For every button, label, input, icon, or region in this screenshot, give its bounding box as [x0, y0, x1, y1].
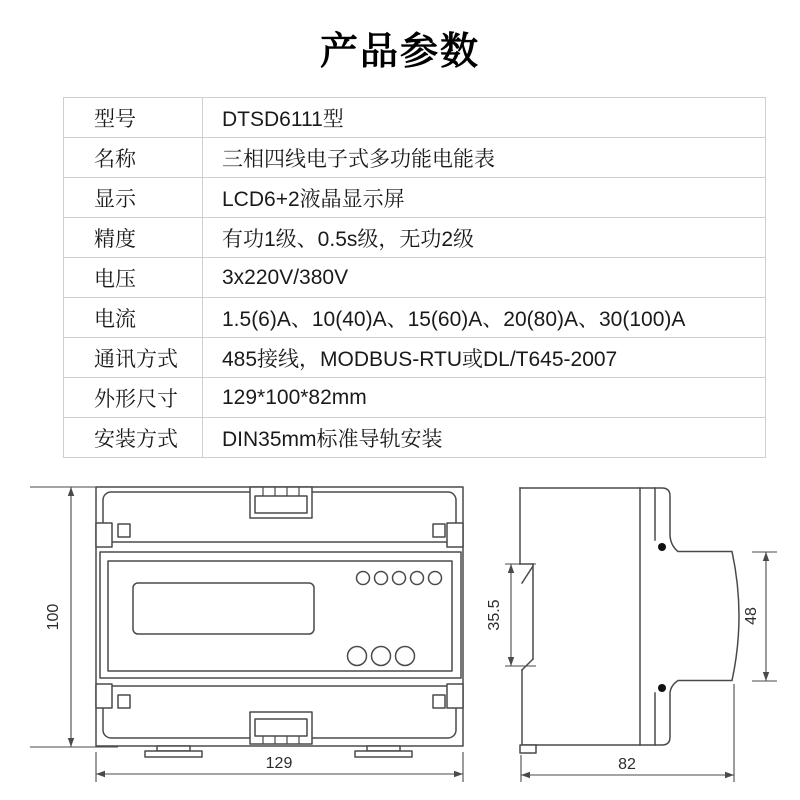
spec-row-model [64, 98, 765, 138]
screw-dot [658, 684, 666, 692]
spec-value: LCD6+2液晶显示屏 [222, 187, 405, 211]
spec-label: 电流 [64, 298, 203, 337]
screw-dot [658, 543, 666, 551]
spec-row-current [64, 298, 765, 338]
dimension-label-48: 48 [743, 607, 760, 625]
spec-value: 129*100*82mm [222, 385, 367, 409]
dimension-label-82: 82 [618, 756, 636, 773]
spec-value: 3x220V/380V [222, 265, 349, 289]
dimension-label-129: 129 [265, 755, 293, 772]
dimension-depth-82 [521, 684, 734, 782]
spec-row-voltage [64, 258, 765, 298]
front-view-drawing [20, 460, 480, 790]
spec-value: DIN35mm标准导轨安装 [222, 427, 443, 451]
spec-row-dimensions [64, 378, 765, 418]
meter-side-outline [520, 488, 739, 753]
led-indicators [357, 572, 442, 585]
spec-row-name [64, 138, 765, 178]
lcd-screen [133, 583, 314, 634]
cover-clips [96, 523, 463, 708]
spec-table [63, 97, 766, 458]
spec-label: 精度 [64, 218, 203, 257]
spec-label: 通讯方式 [64, 338, 203, 377]
dimension-face-48 [743, 552, 777, 681]
spec-label: 电压 [64, 258, 203, 297]
spec-value: DTSD6111型 [222, 107, 344, 131]
spec-row-mounting [64, 418, 765, 457]
side-view-drawing [480, 460, 800, 800]
spec-label: 名称 [64, 138, 203, 177]
spec-label: 安装方式 [64, 418, 203, 457]
meter-front-outline [96, 487, 463, 746]
spec-row-accuracy [64, 218, 765, 258]
spec-label: 外形尺寸 [64, 378, 203, 417]
spec-value: 485接线，MODBUS-RTU或DL/T645-2007 [222, 347, 618, 371]
bottom-seal-tab [250, 712, 312, 744]
panel-buttons [348, 647, 415, 666]
spec-row-display [64, 178, 765, 218]
dimension-slot-35-5 [486, 564, 536, 666]
dimension-label-35-5: 35.5 [486, 599, 503, 631]
spec-value: 1.5(6)A、10(40)A、15(60)A、20(80)A、30(100)A [222, 307, 686, 331]
spec-row-communication [64, 338, 765, 378]
spec-label: 显示 [64, 178, 203, 217]
screw-dots [658, 543, 666, 692]
spec-label: 型号 [64, 98, 203, 137]
page-title: 产品参数 [319, 31, 480, 73]
dimension-label-100: 100 [45, 603, 62, 631]
top-seal-tab [250, 487, 312, 518]
spec-value: 三相四线电子式多功能电能表 [222, 147, 495, 171]
spec-value: 有功1级、0.5s级，无功2级 [222, 227, 475, 251]
